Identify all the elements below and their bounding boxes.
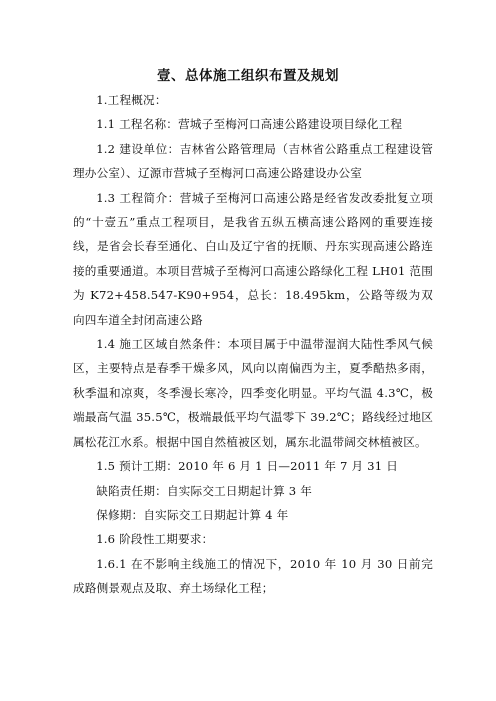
paragraph-phase-1: 1.6.1 在不影响主线施工的情况下，2010 年 10 月 30 日前完成路侧景观点及取、弃土场绿化工程； [73,556,433,596]
section-title: 壹、总体施工组织布置及规划 [157,68,339,84]
paragraph-schedule: 1.5 预计工期：2010 年 6 月 1 日—2011 年 7 月 31 日 [96,459,398,474]
paragraph-phase-requirements: 1.6 阶段性工期要求： [96,532,214,547]
paragraph-defect-liability: 缺陷责任期：自实际交工日期起计算 3 年 [96,483,313,498]
paragraph-project-intro: 1.3 工程简介：营城子至梅河口高速公路是经省发改委批复立项的“十壹五”重点工程项目，是我省五纵五横高速公路网的重要连接线，是省会长春至通化、白山及辽宁省的抚顺、丹东实现高速公路连接的重要通道。本项目营城子至梅河口高速公路绿化工程 LH01 范围为 K72+458.547-K90+954，总长：18.495km，公路等级为双向四车道全封闭高速公路 [73,190,433,327]
paragraph-project-name: 1.1 工程名称：营城子至梅河口高速公路建设项目绿化工程 [96,117,403,132]
paragraph-overview-heading: 1.工程概况： [96,93,167,107]
paragraph-natural-conditions: 1.4 施工区域自然条件：本项目属于中温带湿润大陆性季风气候区，主要特点是春季干燥多风，风向以南偏西为主，夏季酷热多雨，秋季温和凉爽，冬季漫长寒冷，四季变化明显。平均气温 4.3℃，极端最高气温 35.5℃，极端最低平均气温零下 39.2℃；路线经过地区属松花江水系。根据中国自然植被区划，属东北温带阔交林植被区。 [73,337,433,449]
document-body [73,88,433,601]
paragraph-warranty: 保修期：自实际交工日期起计算 4 年 [96,507,289,522]
paragraph-construction-unit: 1.2 建设单位：吉林省公路管理局（吉林省公路重点工程建设管理办公室）、辽源市营城子至梅河口高速公路建设办公室 [73,141,433,181]
